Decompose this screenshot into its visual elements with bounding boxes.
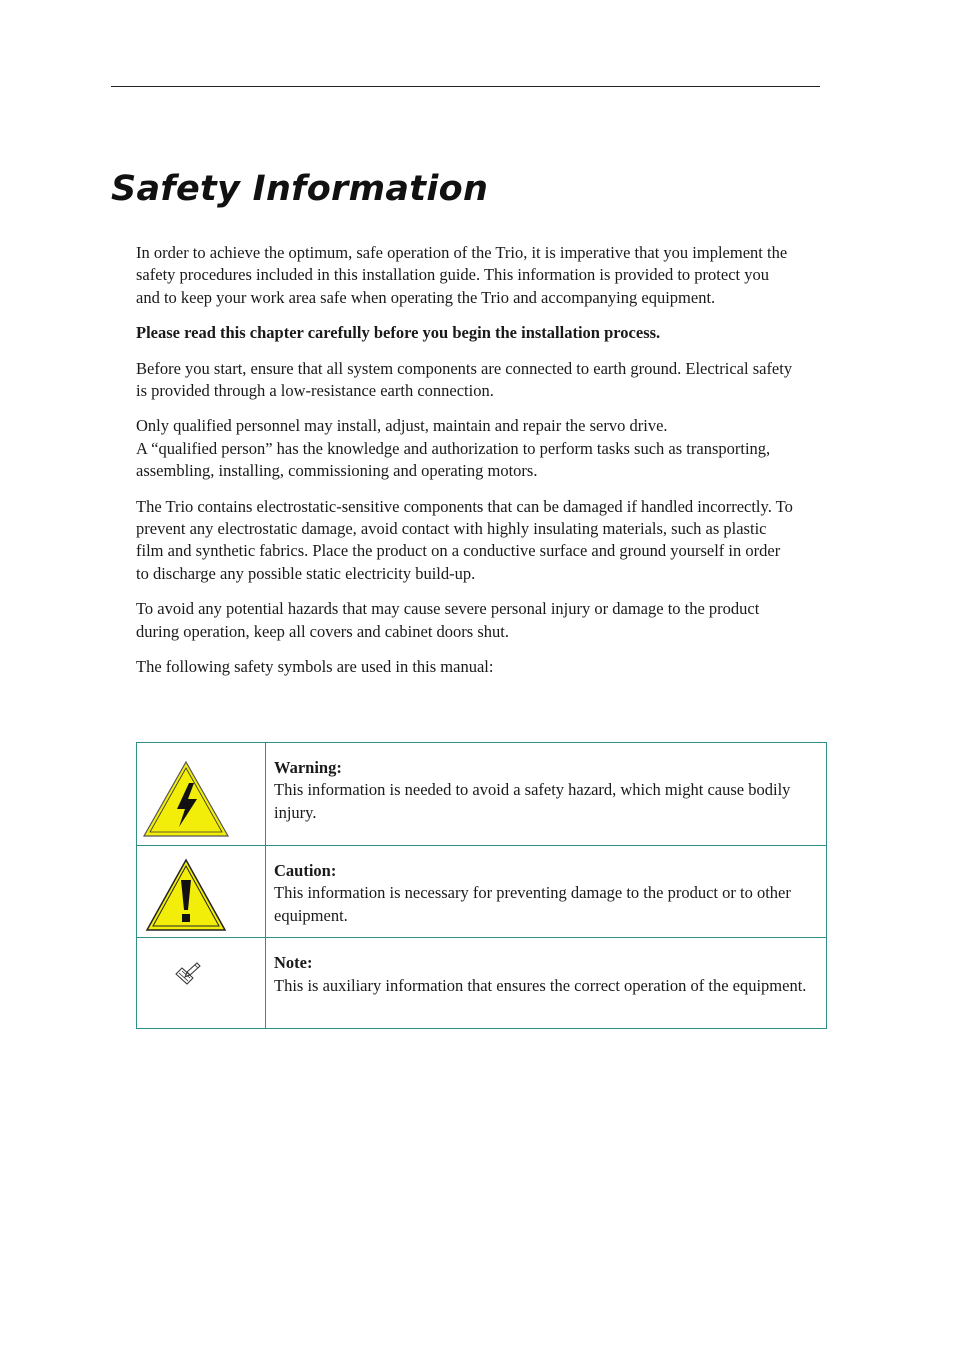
caution-text-cell bbox=[266, 846, 827, 938]
exclamation-triangle-icon bbox=[145, 858, 227, 938]
safety-symbols-table bbox=[136, 742, 827, 1029]
note-icon-cell bbox=[137, 938, 266, 1029]
warning-description: This information is needed to avoid a safety hazard, which might cause bodily injury. bbox=[274, 780, 791, 822]
header-rule bbox=[111, 86, 820, 87]
note-description: This is auxiliary information that ensures the correct operation of the equipment. bbox=[274, 975, 807, 995]
qualified-personnel-line: Only qualified personnel may install, adjust, maintain and repair the servo drive. bbox=[136, 416, 668, 436]
table-row bbox=[137, 846, 827, 938]
caution-icon-cell bbox=[137, 846, 266, 938]
qualified-person-definition: A “qualified person” has the knowledge and authorization to perform tasks such as transporting, assembling, installing, commissioning and operating motors. bbox=[136, 438, 771, 481]
table-row bbox=[137, 743, 827, 846]
caution-label: Caution: bbox=[274, 861, 337, 880]
caution-description: This information is necessary for preventing damage to the product or to other equipment. bbox=[274, 883, 791, 925]
table-row bbox=[137, 938, 827, 1029]
hazards-paragraph: To avoid any potential hazards that may cause severe personal injury or damage to the product during operation, keep all covers and cabinet doors shut. bbox=[136, 599, 760, 641]
warning-icon-cell bbox=[137, 743, 266, 846]
intro-paragraph: In order to achieve the optimum, safe operation of the Trio, it is imperative that you implement the safety procedures included in this installation guide. This information is provided to protect you and to keep your work area safe when operating the Trio and accompanying equipment. bbox=[136, 243, 788, 307]
note-label: Note: bbox=[274, 953, 313, 973]
qualified-personnel-paragraph bbox=[136, 415, 796, 482]
symbols-intro-paragraph: The following safety symbols are used in this manual: bbox=[136, 657, 494, 677]
note-pen-icon bbox=[173, 960, 203, 994]
read-chapter-notice: Please read this chapter carefully before you begin the installation process. bbox=[136, 323, 661, 343]
warning-label: Warning: bbox=[274, 758, 342, 777]
page-title: Safety Information bbox=[111, 169, 489, 209]
earth-ground-paragraph: Before you start, ensure that all system components are connected to earth ground. Electrical safety is provided through a low-resistance earth connection. bbox=[136, 358, 793, 401]
electrostatic-paragraph: The Trio contains electrostatic-sensitive components that can be damaged if handled incorrectly. To prevent any electrostatic damage, avoid contact with highly insulating materials, such as plastic film and synthetic fabrics. Place the product on a conductive surface and ground yourself in order to discharge any possible static electricity build-up. bbox=[136, 496, 793, 583]
note-text-cell bbox=[266, 938, 827, 1029]
body-text bbox=[136, 242, 796, 692]
electric-hazard-triangle-icon bbox=[141, 759, 231, 845]
warning-text-cell bbox=[266, 743, 827, 846]
